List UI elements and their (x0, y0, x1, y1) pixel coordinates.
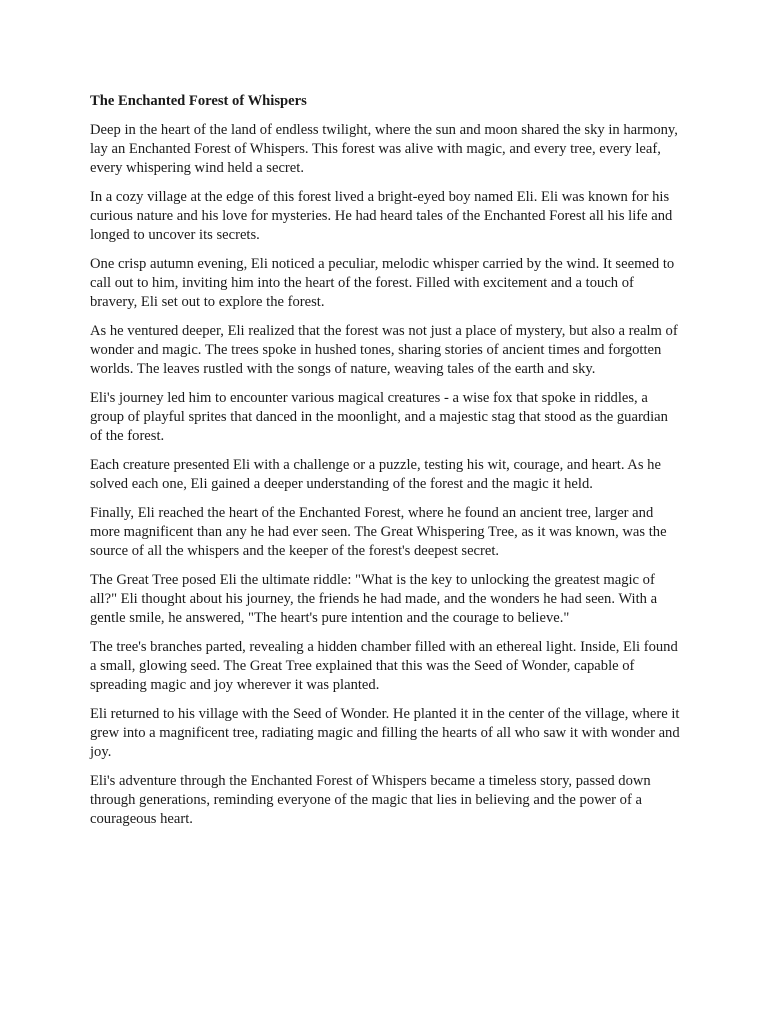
paragraph: The Great Tree posed Eli the ultimate riddle: "What is the key to unlocking the greatest magic of all?" Eli thought about his journey, the friends he had made, and the wonders he had seen. With a gentle smile, he answered, "The heart's pure intention and the courage to believe." (90, 572, 658, 626)
paragraph: Eli's adventure through the Enchanted Forest of Whispers became a timeless story, passed down through generations, reminding everyone of the magic that lies in believing and the power of a courageous heart. (90, 773, 651, 827)
document-title: The Enchanted Forest of Whispers (90, 93, 307, 109)
document-page (90, 92, 680, 839)
paragraph: Eli's journey led him to encounter various magical creatures - a wise fox that spoke in riddles, a group of playful sprites that danced in the moonlight, and a majestic stag that stood as the guardian of the forest. (90, 390, 668, 444)
paragraph: In a cozy village at the edge of this forest lived a bright-eyed boy named Eli. Eli was known for his curious nature and his love for mysteries. He had heard tales of the Enchanted Forest all his life and longed to uncover its secrets. (90, 189, 673, 243)
paragraph: One crisp autumn evening, Eli noticed a peculiar, melodic whisper carried by the wind. It seemed to call out to him, inviting him into the heart of the forest. Filled with excitement and a touch of bravery, Eli set out to explore the forest. (90, 256, 675, 310)
paragraph: The tree's branches parted, revealing a hidden chamber filled with an ethereal light. Inside, Eli found a small, glowing seed. The Great Tree explained that this was the Seed of Wonder, capable of spreading magic and joy wherever it was planted. (90, 639, 678, 693)
paragraph: As he ventured deeper, Eli realized that the forest was not just a place of mystery, but also a realm of wonder and magic. The trees spoke in hushed tones, sharing stories of ancient times and forgotten worlds. The leaves rustled with the songs of nature, weaving tales of the earth and sky. (90, 323, 678, 377)
paragraph: Eli returned to his village with the Seed of Wonder. He planted it in the center of the village, where it grew into a magnificent tree, radiating magic and filling the hearts of all who saw it with wonder and joy. (90, 706, 680, 760)
paragraph: Each creature presented Eli with a challenge or a puzzle, testing his wit, courage, and heart. As he solved each one, Eli gained a deeper understanding of the forest and the magic it held. (90, 457, 661, 492)
paragraph: Finally, Eli reached the heart of the Enchanted Forest, where he found an ancient tree, larger and more magnificent than any he had ever seen. The Great Whispering Tree, as it was known, was the source of all the whispers and the keeper of the forest's deepest secret. (90, 505, 667, 559)
paragraph: Deep in the heart of the land of endless twilight, where the sun and moon shared the sky in harmony, lay an Enchanted Forest of Whispers. This forest was alive with magic, and every tree, every leaf, every whispering wind held a secret. (90, 122, 678, 176)
